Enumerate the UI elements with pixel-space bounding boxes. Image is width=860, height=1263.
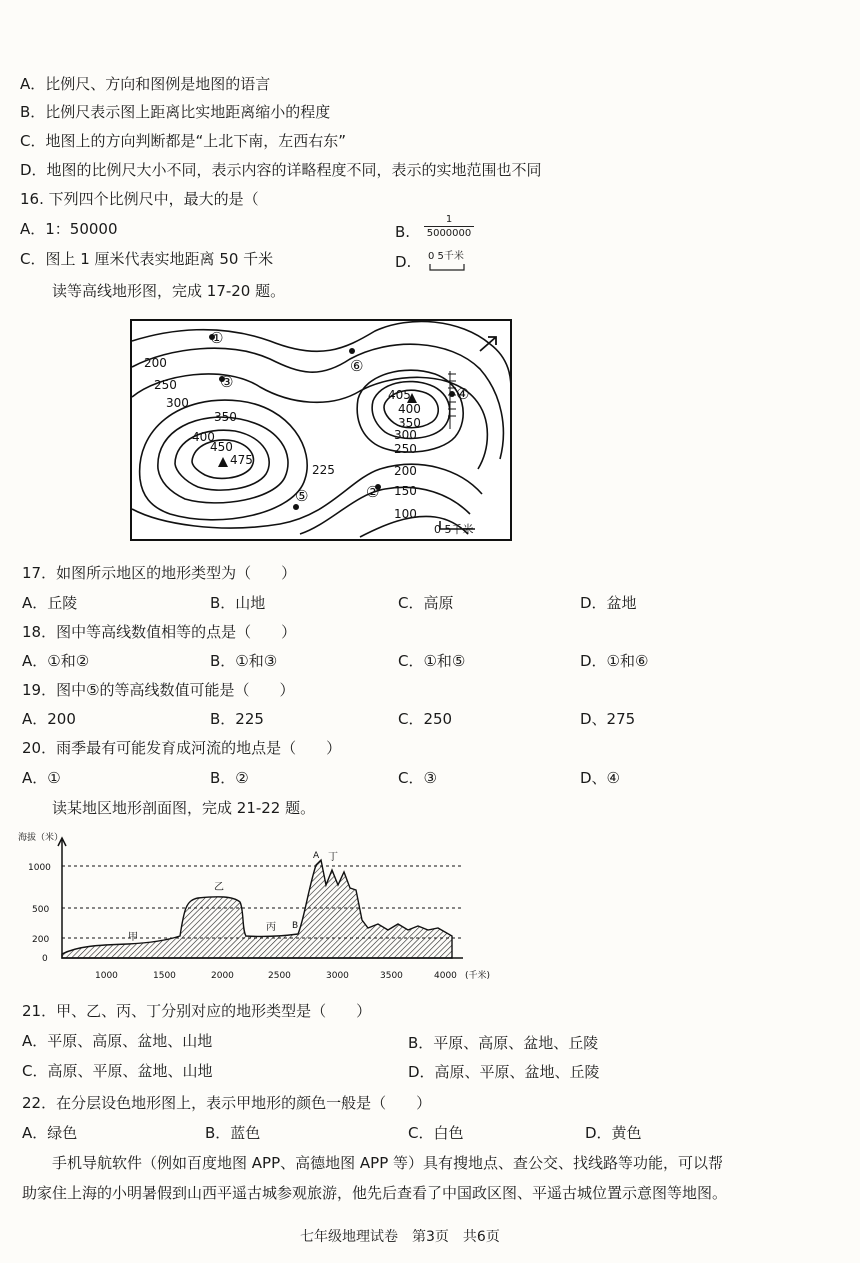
passage-line-1: 手机导航软件（例如百度地图 APP、高德地图 APP 等）具有搜地点、查公交、找线路等功能，可以帮 — [52, 1154, 724, 1172]
contour-label: 200 — [144, 356, 167, 370]
x-tick: 1500 — [153, 971, 176, 981]
contour-label: 250 — [154, 378, 177, 392]
q20-option-c: C．③ — [398, 769, 437, 787]
x-tick: 3500 — [380, 971, 403, 981]
contour-label: 300 — [166, 396, 189, 410]
q17-option-a: A．丘陵 — [22, 594, 78, 612]
q21-stem: 21．甲、乙、丙、丁分别对应的地形类型是（ ） — [22, 1002, 372, 1020]
q18-stem: 18．图中等高线数值相等的点是（ ） — [22, 623, 297, 641]
q22-option-b: B．蓝色 — [205, 1124, 261, 1142]
map-scale-label: 0 5千米 — [434, 523, 474, 536]
region-ding: 丁 — [328, 852, 338, 863]
x-tick: 2000 — [211, 971, 234, 981]
profile-ylabel: 海拔（米） — [18, 833, 64, 843]
intro-17-20: 读等高线地形图，完成 17-20 题。 — [52, 282, 286, 300]
contour-label: 200 — [394, 464, 417, 478]
terrain-profile — [18, 830, 498, 990]
q17-stem: 17．如图所示地区的地形类型为（ ） — [22, 564, 297, 582]
contour-label: 475 — [230, 453, 253, 467]
q18-option-c: C．①和⑤ — [398, 652, 466, 670]
q17-option-c: C．高原 — [398, 594, 454, 612]
q18-option-b: B．①和③ — [210, 652, 278, 670]
profile-point-b: B — [292, 921, 299, 931]
q16-option-d-label: D. — [395, 253, 412, 271]
q21-option-a: A．平原、高原、盆地、山地 — [22, 1032, 213, 1050]
map-point-3: ③ — [220, 373, 234, 391]
q17-option-d: D．盆地 — [580, 594, 637, 612]
q22-option-d: D．黄色 — [585, 1124, 642, 1142]
q21-option-b: B．平原、高原、盆地、丘陵 — [408, 1034, 599, 1052]
q16-option-b-label: B. — [395, 223, 411, 241]
contour-label: 100 — [394, 507, 417, 521]
map-point-2: ② — [366, 483, 380, 501]
x-tick: 3000 — [326, 971, 349, 981]
region-jia: 甲 — [128, 932, 138, 943]
q19-option-d: D、275 — [580, 710, 636, 728]
q16-stem: 16. 下列四个比例尺中，最大的是（ — [20, 190, 259, 208]
q20-option-d: D、④ — [580, 769, 620, 787]
y-tick: 500 — [32, 905, 50, 915]
contour-label: 450 — [210, 440, 233, 454]
map-point-4: ④ — [456, 385, 470, 403]
x-tick: 1000 — [95, 971, 118, 981]
contour-label: 250 — [394, 442, 417, 456]
y-tick: 0 — [42, 954, 48, 964]
fraction-numerator: 1 — [445, 214, 453, 225]
q16-option-c: C．图上 1 厘米代表实地距离 50 千米 — [20, 250, 274, 268]
y-tick: 200 — [32, 935, 50, 945]
q21-option-d: D．高原、平原、盆地、丘陵 — [408, 1063, 600, 1081]
passage-line-2: 助家住上海的小明暑假到山西平遥古城参观旅游，他先后查看了中国政区图、平遥古城位置示意图等地图。 — [22, 1184, 728, 1202]
fraction-denominator: 5000000 — [426, 228, 472, 239]
q16-option-a: A．1：50000 — [20, 220, 118, 238]
page-footer: 七年级地理试卷 第3页 共6页 — [300, 1229, 500, 1245]
q16-option-b-fraction — [424, 214, 474, 239]
contour-label: 405 — [388, 388, 411, 402]
q22-stem: 22．在分层设色地形图上，表示甲地形的颜色一般是（ ） — [22, 1094, 432, 1112]
q21-option-c: C．高原、平原、盆地、山地 — [22, 1062, 213, 1080]
q20-stem: 20．雨季最有可能发育成河流的地点是（ ） — [22, 739, 342, 757]
q22-option-c: C．白色 — [408, 1124, 464, 1142]
q20-option-b: B．② — [210, 769, 249, 787]
contour-label: 400 — [398, 402, 421, 416]
q19-option-c: C．250 — [398, 710, 453, 728]
contour-label: 350 — [398, 416, 421, 430]
terrain-silhouette — [62, 860, 452, 958]
contour-map — [130, 319, 512, 541]
q16-option-d-scale: 0 5千米 — [428, 251, 464, 262]
contour-label: 350 — [214, 410, 237, 424]
q22-option-a: A．绿色 — [22, 1124, 78, 1142]
map-point-6: ⑥ — [350, 357, 364, 375]
q15-option-c: C．地图上的方向判断都是“上北下南，左西右东” — [20, 132, 347, 150]
scale-bar-icon — [428, 262, 468, 272]
x-unit: (千米) — [465, 971, 491, 981]
q19-option-b: B．225 — [210, 710, 264, 728]
y-tick: 1000 — [28, 863, 51, 873]
q18-option-d: D．①和⑥ — [580, 652, 649, 670]
profile-point-a: A — [313, 851, 320, 861]
q20-option-a: A．① — [22, 769, 61, 787]
q19-option-a: A．200 — [22, 710, 76, 728]
q18-option-a: A．①和② — [22, 652, 90, 670]
q15-option-d: D．地图的比例尺大小不同，表示内容的详略程度不同，表示的实地范围也不同 — [20, 161, 542, 179]
q17-option-b: B．山地 — [210, 594, 266, 612]
q15-option-b: B．比例尺表示图上距离比实地距离缩小的程度 — [20, 103, 331, 121]
contour-label: 150 — [394, 484, 417, 498]
fraction-bar — [424, 226, 474, 227]
region-yi: 乙 — [214, 882, 224, 893]
q19-stem: 19．图中⑤的等高线数值可能是（ ） — [22, 681, 295, 699]
x-tick: 4000 — [434, 971, 457, 981]
x-tick: 2500 — [268, 971, 291, 981]
contour-label: 400 — [192, 430, 215, 444]
map-point-5: ⑤ — [295, 487, 309, 505]
map-point-1: ① — [210, 329, 224, 347]
contour-label: 300 — [394, 428, 417, 442]
region-bing: 丙 — [266, 922, 276, 933]
intro-21-22: 读某地区地形剖面图，完成 21-22 题。 — [52, 799, 316, 817]
q15-option-a: A．比例尺、方向和图例是地图的语言 — [20, 75, 271, 93]
contour-label: 225 — [312, 463, 335, 477]
